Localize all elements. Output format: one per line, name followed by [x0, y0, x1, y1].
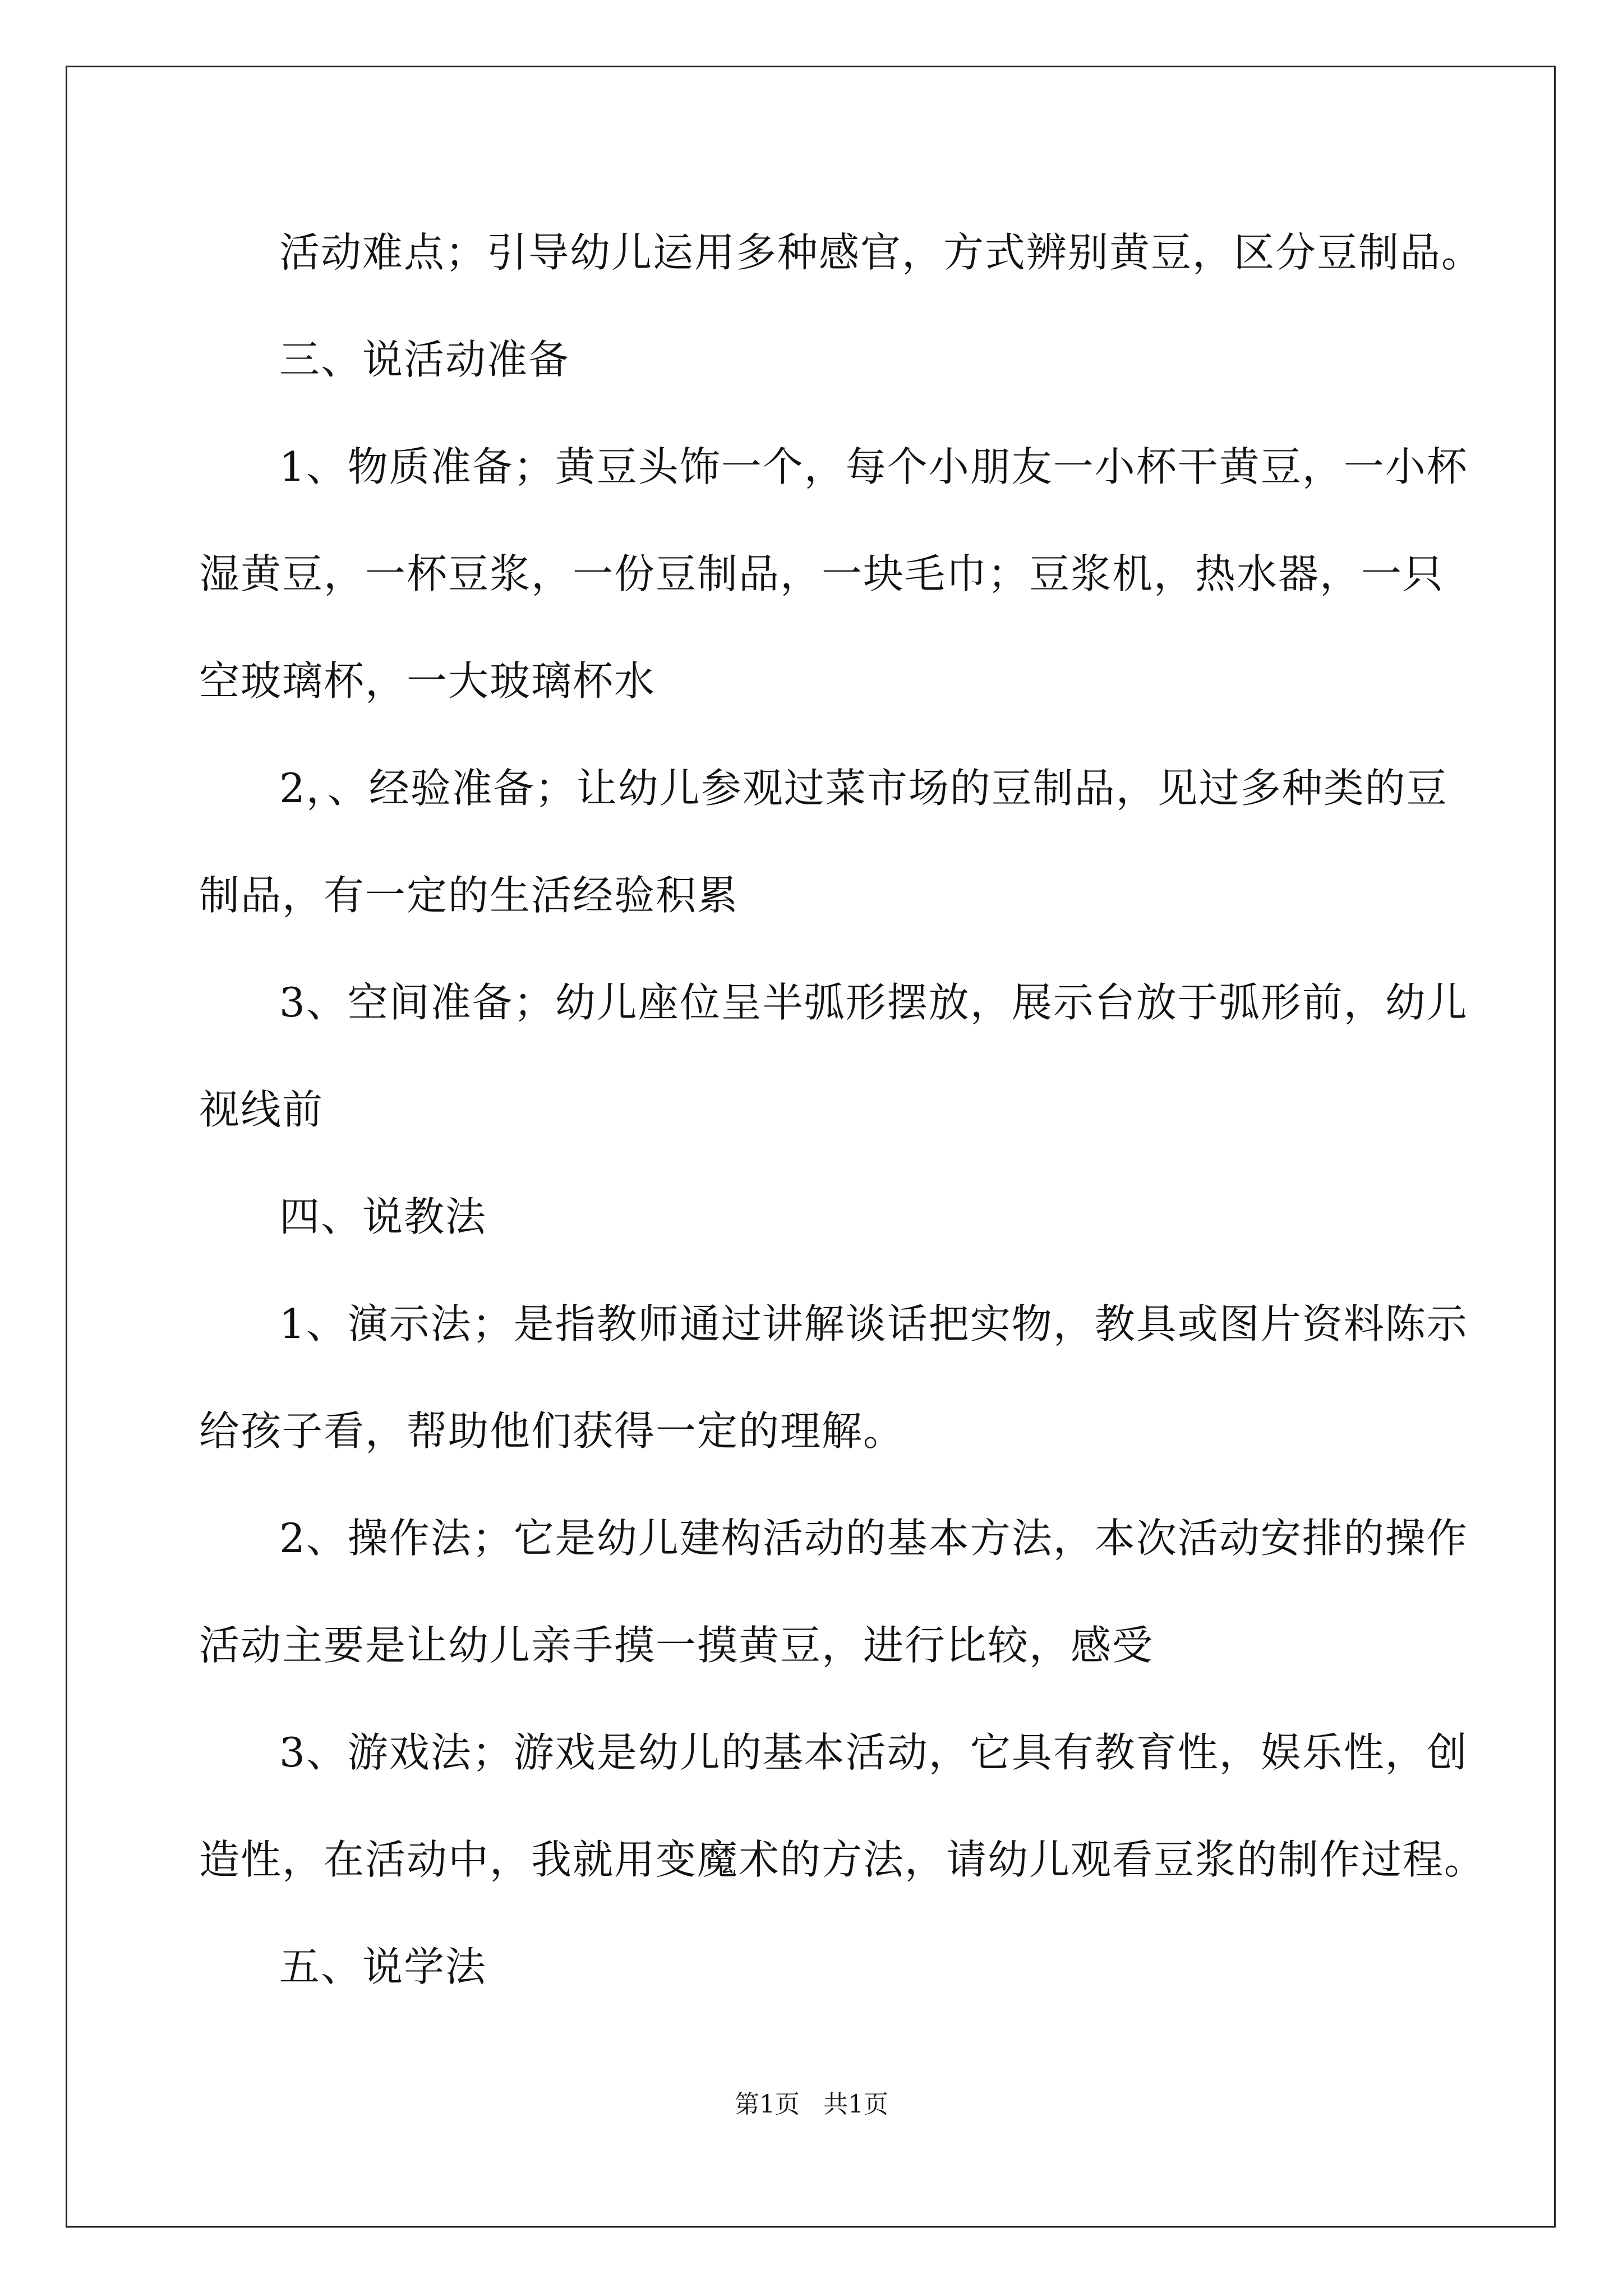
text-line: 1、物质准备；黄豆头饰一个，每个小朋友一小杯干黄豆，一小杯: [279, 443, 1468, 490]
text-line: 制品，有一定的生活经验积累: [199, 872, 739, 919]
text-line: 3、空间准备；幼儿座位呈半弧形摆放，展示台放于弧形前，幼儿: [279, 979, 1468, 1026]
text-line: 空玻璃杯，一大玻璃杯水: [199, 657, 656, 705]
page-number-footer: 第1页 共1页: [735, 2090, 888, 2119]
text-line: 活动难点；引导幼儿运用多种感官，方式辨别黄豆，区分豆制品。: [279, 229, 1483, 276]
text-line: 3、游戏法；游戏是幼儿的基本活动，它具有教育性，娱乐性，创: [279, 1729, 1468, 1776]
text-line: 视线前: [199, 1086, 324, 1133]
text-line: 1、演示法；是指教师通过讲解谈话把实物，教具或图片资料陈示: [279, 1300, 1468, 1347]
section-heading: 五、说学法: [279, 1943, 487, 1990]
section-heading: 三、说活动准备: [279, 336, 570, 383]
text-line: 造性，在活动中，我就用变魔术的方法，请幼儿观看豆浆的制作过程。: [199, 1836, 1486, 1883]
page-border: [66, 66, 1556, 2228]
text-line: 湿黄豆，一杯豆浆，一份豆制品，一块毛巾；豆浆机，热水器，一只: [199, 550, 1445, 597]
text-line: 活动主要是让幼儿亲手摸一摸黄豆，进行比较，感受: [199, 1622, 1154, 1669]
text-line: 给孩子看，帮助他们获得一定的理解。: [199, 1407, 905, 1455]
text-line: 2、操作法；它是幼儿建构活动的基本方法，本次活动安排的操作: [279, 1515, 1468, 1562]
text-line: 2，、经验准备；让幼儿参观过菜市场的豆制品，见过多种类的豆: [279, 765, 1448, 812]
section-heading: 四、说教法: [279, 1193, 487, 1240]
